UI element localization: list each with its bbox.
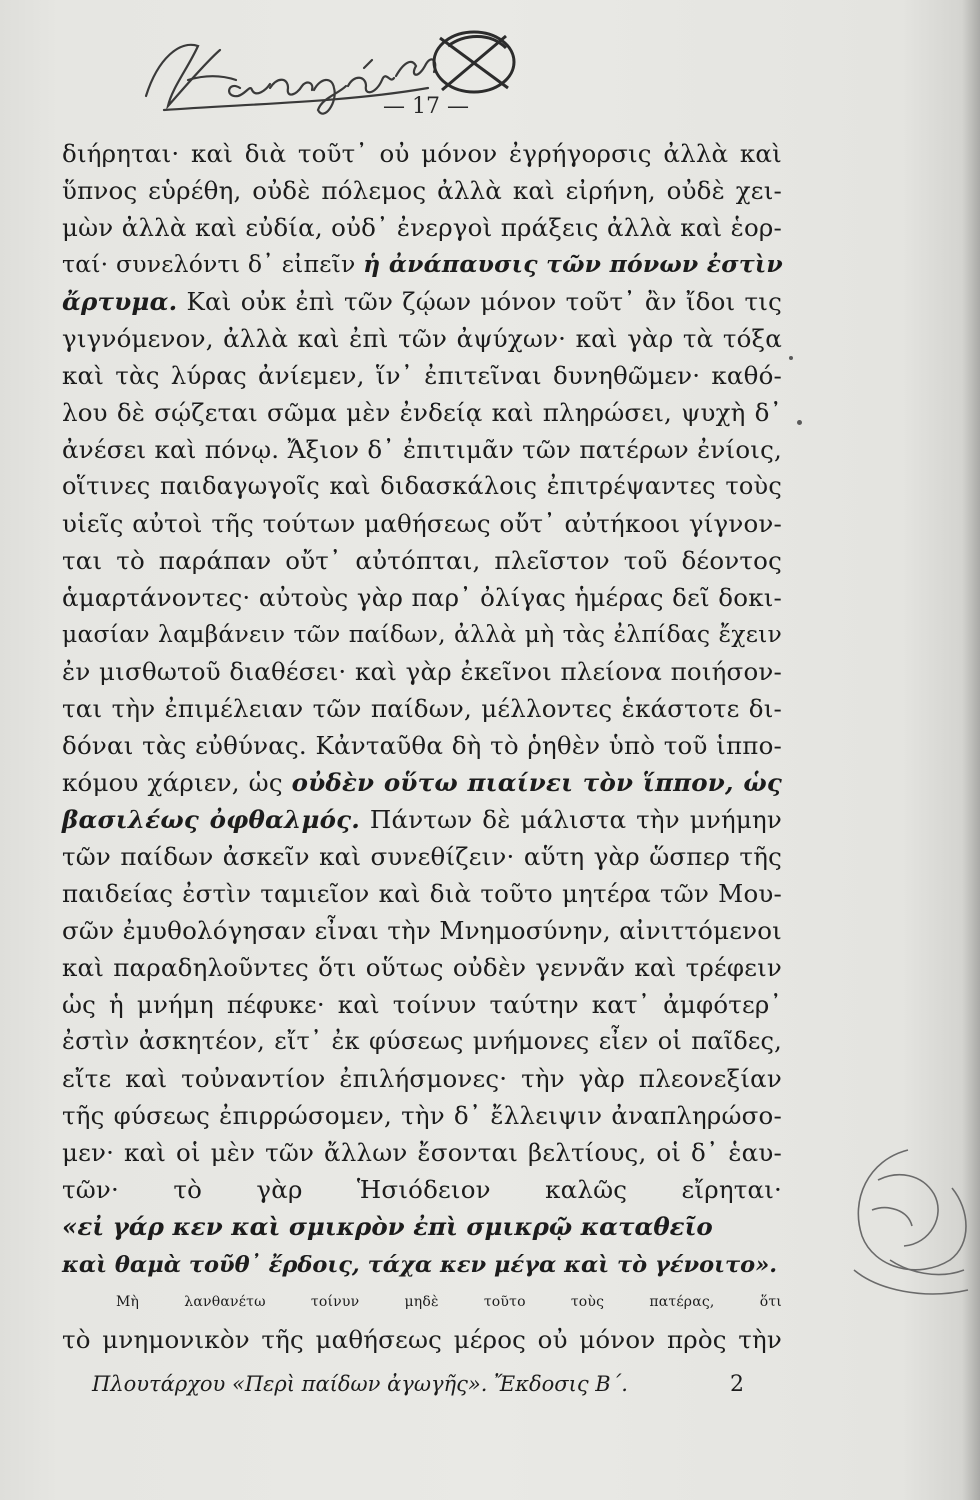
text-line: [62, 764, 782, 801]
paper-speck: [797, 420, 802, 425]
text-span: τῶν παίδων ἀσκεῖν καὶ συνεθίζειν· αὕτη γὰρ ὥσπερ τῆς: [62, 842, 782, 871]
text-line: [62, 801, 782, 838]
page-header: [0, 94, 980, 130]
text-span: υἱεῖς αὐτοὶ τῆς τούτων μαθήσεως οὔτ᾽ αὐτήκοοι γίγνον-: [62, 509, 782, 538]
text-span: οἵτινες παιδαγωγοῖς καὶ διδασκάλοις ἐπιτρέψαντες τοὺς: [62, 472, 782, 500]
text-span: ἁμαρτάνοντες· αὐτοὺς γὰρ παρ᾽ ὀλίγας ἡμέρας δεῖ δοκι-: [62, 583, 782, 612]
text-line: [62, 653, 782, 690]
text-line: [62, 1171, 782, 1208]
text-span: ἀνέσει καὶ πόνῳ. Ἄξιον δ᾽ ἐπιτιμᾶν τῶν πατέρων ἐνίοις,: [62, 435, 782, 464]
text-span: καὶ παραδηλοῦντες ὅτι οὕτως οὐδὲν γεννᾶν καὶ τρέφειν: [62, 953, 782, 982]
text-span: παιδείας ἐστὶν ταμιεῖον καὶ διὰ τοῦτο μητέρα τῶν Μου-: [62, 879, 782, 908]
text-line: [62, 875, 782, 912]
text-line: [62, 838, 782, 875]
text-span: εἴτε καὶ τοὐναντίον ἐπιλήσμονες· τὴν γὰρ πλεονεξίαν: [62, 1064, 782, 1093]
emphasized-phrase: βασιλέως ὀφθαλμός.: [62, 805, 361, 834]
text-span: Πάντων δὲ μάλιστα τὴν μνήμην: [360, 805, 782, 834]
text-span: ὡς ἡ μνήμη πέφυκε· καὶ τοίνυν ταύτην κατ᾽ ἀμφότερ᾽: [62, 990, 782, 1019]
text-span: ταί· συνελόντι δ᾽ εἰπεῖν: [62, 250, 364, 278]
text-line: [62, 246, 782, 283]
text-line: [62, 1023, 782, 1060]
emphasized-phrase: ἡ ἀνάπαυσις τῶν πόνων ἐστὶν: [363, 250, 783, 278]
text-line: [62, 431, 782, 468]
text-span: τῶν· τὸ γὰρ Ἡσιόδειον καλῶς εἴρηται·: [62, 1175, 782, 1204]
text-line: [62, 912, 782, 949]
text-line: [62, 1060, 782, 1097]
footer-signature-line: Πλουτάρχου «Περὶ παίδων ἀγωγῆς». Ἔκδοσις Β΄.: [92, 1372, 628, 1396]
text-line: [62, 542, 782, 579]
text-span: ται τὴν ἐπιμέλειαν τῶν παίδων, μέλλοντες ἑκάστοτε δι-: [62, 694, 782, 723]
text-span: ἐστὶν ἀσκητέον, εἴτ᾽ ἐκ φύσεως μνήμονες εἶεν οἱ παῖδες,: [62, 1027, 782, 1055]
text-span: κόμου χάριεν, ὡς: [62, 768, 292, 797]
hesiod-quote-line: «εἰ γάρ κεν καὶ σμικρὸν ἐπὶ σμικρῷ καταθεῖο: [62, 1212, 713, 1241]
text-line: [62, 394, 782, 431]
text-line: [62, 727, 782, 764]
text-line: [62, 209, 782, 246]
text-line: [62, 357, 782, 394]
main-text: [62, 135, 782, 1358]
text-line: [62, 320, 782, 357]
text-span: Καὶ οὐκ ἐπὶ τῶν ζῴων μόνον τοῦτ᾽ ἂν ἴδοι τις: [177, 287, 782, 316]
text-line: [62, 505, 782, 542]
text-span: ὕπνος εὑρέθη, οὐδὲ πόλεμος ἀλλὰ καὶ εἰρήνη, οὐδὲ χει-: [62, 176, 782, 205]
text-line: Μὴ λανθανέτω τοίνυν μηδὲ τοῦτο τοὺς πατέρας, ὅτι: [116, 1294, 782, 1310]
text-span: τῆς φύσεως ἐπιρρώσομεν, τὴν δ᾽ ἔλλειψιν ἀναπληρώσο-: [62, 1101, 782, 1130]
text-span: λου δὲ σῴζεται σῶμα μὲν ἐνδείᾳ καὶ πληρώσει, ψυχὴ δ᾽: [62, 398, 782, 427]
hesiod-quote-line: καὶ θαμὰ τοῦθ᾽ ἔρδοις, τάχα κεν μέγα καὶ τὸ γένοιτο».: [62, 1252, 778, 1278]
text-span: γιγνόμενον, ἀλλὰ καὶ ἐπὶ τῶν ἀψύχων· καὶ γὰρ τὰ τόξα: [62, 324, 782, 353]
text-span: μὼν ἀλλὰ καὶ εὐδία, οὐδ᾽ ἐνεργοὶ πράξεις ἀλλὰ καὶ ἑορ-: [62, 213, 782, 242]
sheet-number: 2: [730, 1372, 744, 1397]
text-span: ται τὸ παράπαν οὔτ᾽ αὐτόπται, πλεῖστον τοῦ δέοντος: [62, 546, 782, 575]
text-span: μασίαν λαμβάνειν τῶν παίδων, ἀλλὰ μὴ τὰς ἐλπίδας ἔχειν: [62, 620, 782, 648]
text-line: [62, 172, 782, 209]
text-line: [62, 135, 782, 172]
text-line: [62, 283, 782, 320]
text-line: τὸ μνημονικὸν τῆς μαθήσεως μέρος οὐ μόνον πρὸς τὴν: [62, 1325, 782, 1354]
text-line: [62, 986, 782, 1023]
margin-pencil-mark: [838, 1140, 978, 1310]
text-line: [62, 690, 782, 727]
text-line: [62, 468, 782, 505]
paper-speck: [789, 356, 793, 360]
text-span: διήρηται· καὶ διὰ τοῦτ᾽ οὐ μόνον ἐγρήγορσις ἀλλὰ καὶ: [62, 139, 782, 168]
text-span: καὶ τὰς λύρας ἀνίεμεν, ἵν᾽ ἐπιτεῖναι δυνηθῶμεν· καθό-: [62, 361, 782, 390]
text-line: [62, 1097, 782, 1134]
text-line: [62, 1134, 782, 1171]
text-line: [62, 949, 782, 986]
text-line: [62, 616, 782, 653]
emphasized-phrase: οὐδὲν οὕτω πιαίνει τὸν ἵππον, ὡς: [291, 768, 782, 797]
text-span: δόναι τὰς εὐθύνας. Κἀνταῦθα δὴ τὸ ῥηθὲν ὑπὸ τοῦ ἱππο-: [62, 731, 782, 760]
text-span: ἐν μισθωτοῦ διαθέσει· καὶ γὰρ ἐκεῖνοι πλείονα ποιήσον-: [62, 657, 782, 686]
text-span: σῶν ἐμυθολόγησαν εἶναι τὴν Μνημοσύνην, αἰνιττόμενοι: [62, 916, 782, 945]
text-line: [62, 579, 782, 616]
text-span: μεν· καὶ οἱ μὲν τῶν ἄλλων ἔσονται βελτίους, οἱ δ᾽ ἑαυ-: [62, 1138, 782, 1167]
emphasized-phrase: ἄρτυμα.: [62, 287, 178, 316]
page-number: — 17 —: [383, 94, 469, 119]
